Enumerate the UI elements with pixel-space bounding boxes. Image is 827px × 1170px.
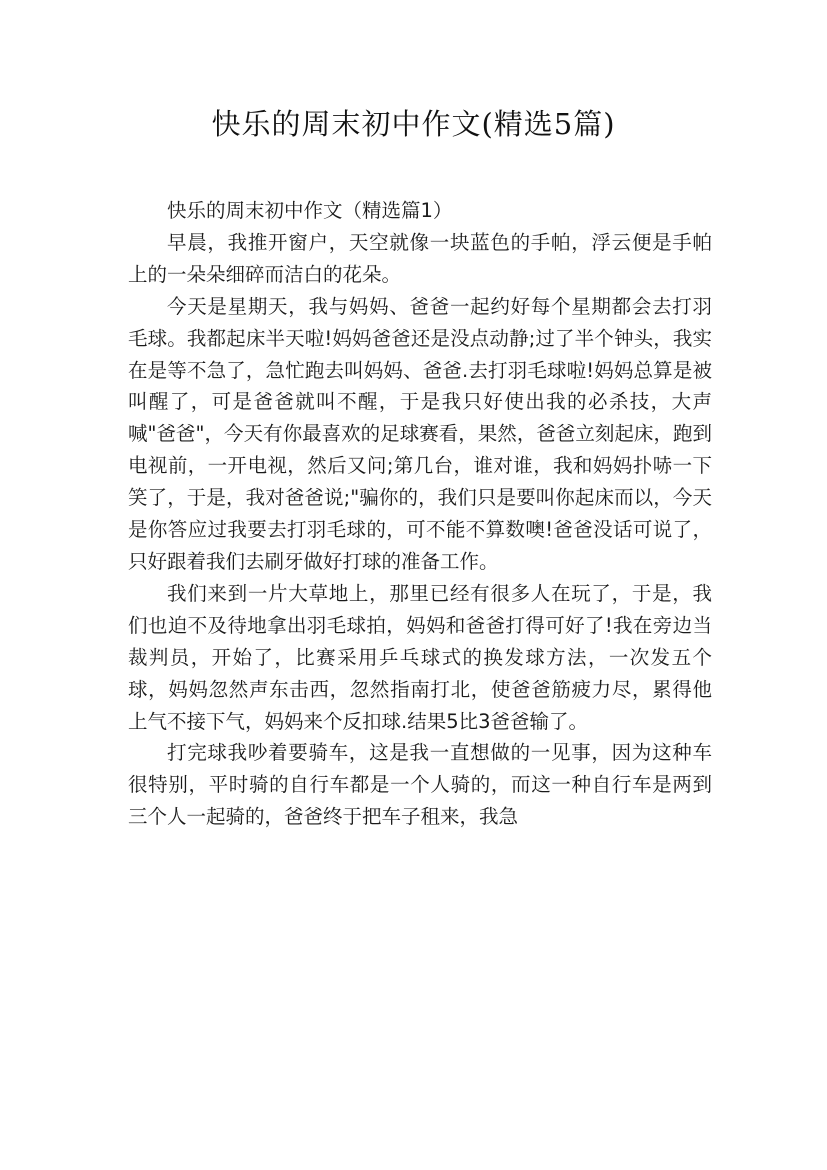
document-title: 快乐的周末初中作文(精选5篇) — [211, 107, 616, 141]
paragraph-3: 我们来到一片大草地上，那里已经有很多人在玩了，于是，我们也迫不及待地拿出羽毛球拍，妈妈和爸爸打得可好了!我在旁边当裁判员，开始了，比赛采用乒乓球式的换发球方法，一次发五个球，妈妈忽然声东击西，忽然指南打北，使爸爸筋疲力尽，累得他上气不接下气，妈妈来个反扣球.结果5比3爸爸输了。 — [128, 581, 712, 733]
section-subtitle: 快乐的周末初中作文（精选篇1） — [167, 199, 453, 222]
paragraph-1: 早晨，我推开窗户，天空就像一块蓝色的手帕，浮云便是手帕上的一朵朵细碎而洁白的花朵。 — [128, 230, 712, 286]
document-body — [128, 195, 712, 833]
paragraph-2: 今天是星期天，我与妈妈、爸爸一起约好每个星期都会去打羽毛球。我都起床半天啦!妈妈爸爸还是没点动静;过了半个钟头，我实在是等不急了，急忙跑去叫妈妈、爸爸.去打羽毛球啦!妈妈总算是被叫醒了，可是爸爸就叫不醒，于是我只好使出我的必杀技，大声喊"爸爸"，今天有你最喜欢的足球赛看，果然，爸爸立刻起床，跑到电视前，一开电视，然后又问;第几台，谁对谁，我和妈妈扑哧一下笑了，于是，我对爸爸说;"骗你的，我们只是要叫你起床而以，今天是你答应过我要去打羽毛球的，可不能不算数噢!爸爸没话可说了，只好跟着我们去刷牙做好打球的准备工作。 — [128, 294, 712, 573]
paragraph-4: 打完球我吵着要骑车，这是我一直想做的一见事，因为这种车很特别，平时骑的自行车都是一个人骑的，而这一种自行车是两到三个人一起骑的，爸爸终于把车子租来，我急 — [128, 741, 712, 829]
